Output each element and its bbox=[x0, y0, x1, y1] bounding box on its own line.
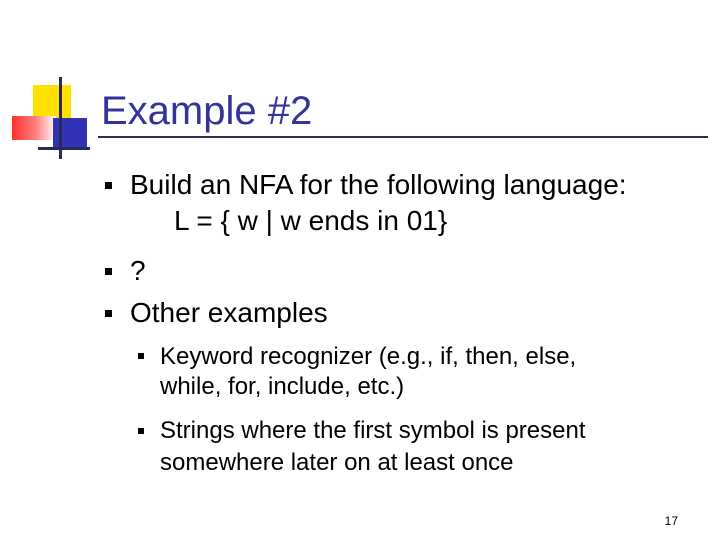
bullet-text: Build an NFA for the following language: bbox=[130, 169, 627, 200]
bullet-marker bbox=[105, 182, 112, 189]
sub-bullet-text: while, for, include, etc.) bbox=[160, 373, 405, 400]
bullet-text: Other examples bbox=[130, 297, 328, 328]
bullet-continuation: L = { w | w ends in 01} bbox=[174, 205, 448, 236]
slide-title: Example #2 bbox=[101, 89, 313, 133]
sub-bullet-text: Strings where the first symbol is present bbox=[160, 417, 586, 444]
decorative-red-bar bbox=[12, 116, 56, 140]
sub-bullet-text: Keyword recognizer (e.g., if, then, else, bbox=[160, 343, 577, 370]
bullet-text: ? bbox=[130, 255, 146, 286]
sub-bullet-marker bbox=[138, 428, 144, 434]
title-divider bbox=[98, 136, 708, 138]
sub-bullet-marker bbox=[138, 353, 144, 359]
bullet-marker bbox=[105, 310, 112, 317]
bullet-marker bbox=[105, 268, 112, 275]
slide-number: 17 bbox=[664, 514, 678, 528]
sub-bullet-text: somewhere later on at least once bbox=[160, 449, 514, 476]
decorative-horizontal-line bbox=[38, 147, 90, 150]
